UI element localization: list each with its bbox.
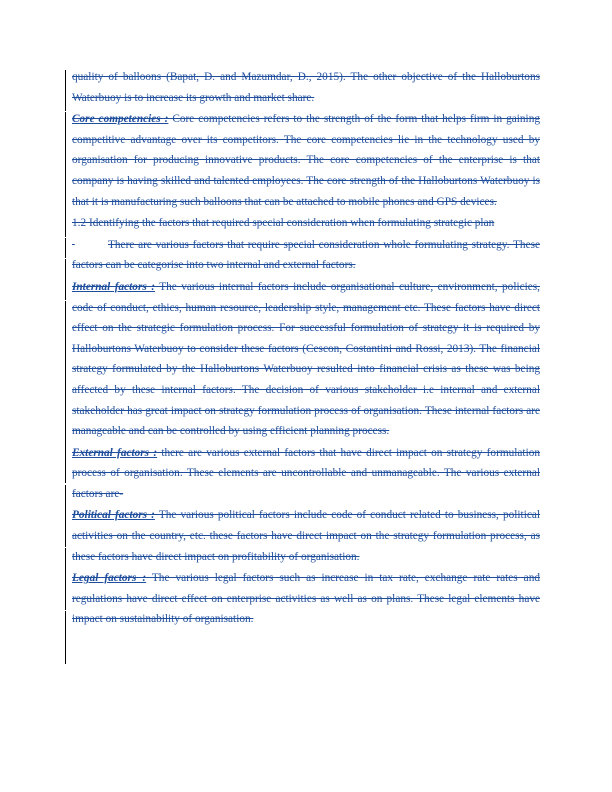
internal-factors-paragraph: [72, 277, 540, 442]
political-factors-text: The various political factors include code of conduct related to business, political activities on the country, etc. these factors have direct impact on the strategy formulation process, as these factors have direct impact on profitability of organisation.: [72, 509, 541, 563]
change-bar: [65, 485, 66, 547]
document-body: [72, 67, 540, 631]
political-factors-label: Political factors :: [72, 509, 155, 522]
objective-paragraph: quality of balloons (Bapat, D. and Mazumdar, D., 2015). The other objective of the Halloburtons Waterbuoy is to increase its growth and market share.: [72, 71, 540, 104]
internal-factors-text: The various internal factors include organisational culture, environment, policies, code of conduct, ethics, human resource, leadership style, management etc. These factors have direct effect on the strategic formulation process. For successful formulation of strategy it is required by Halloburtons Waterbuoy to consider these factors (Cescon, Costantini and Rossi, 2013). The financial strategy formulated by the Halloburtons Waterbuoy resulted into financial crisis as these was being affected by these internal factors. The decision of various stakeholder i.e internal and external stakeholder has great impact on strategy formulation process of organisation. These internal factors are manageable and can be controlled by using efficient planning process.: [72, 280, 540, 438]
section-heading: 1.2 Identifying the factors that required special consideration when formulating strategic plan: [72, 217, 495, 230]
change-bar: [65, 548, 66, 610]
core-competencies-text: Core competencies refers to the strength of the form that helps firm in gaining competitive advantage over its competitors. The core competencies lie in the technology used by organisation for producing innovative products. The core competencies of the enterprise is that company is having skilled and talented employees. The core strength of the Halloburtons Waterbuoy is that it is manufacturing such balloons that can be attached to mobile phones and GPS devices.: [72, 113, 540, 208]
legal-factors-text: The various legal factors such as increase in tax rate, exchange rate rates and regulations have direct effect on enterprise activities as well as on plans. These legal elements have impact on sustainability of organisation.: [72, 572, 540, 626]
legal-factors-paragraph: [72, 568, 540, 630]
core-competencies-paragraph: [72, 109, 540, 212]
factors-intro-text: There are various factors that require special consideration whole formulating strategy. These factors can be categorise into two internal and external factors.: [72, 238, 540, 272]
change-bar: [65, 611, 66, 664]
external-factors-paragraph: [72, 443, 540, 505]
factors-intro-paragraph: [72, 235, 540, 276]
internal-factors-label: Internal factors :: [72, 280, 155, 293]
paragraph-indent: [72, 235, 108, 256]
change-bar: [65, 112, 66, 237]
change-bar: [65, 259, 66, 300]
political-factors-paragraph: [72, 505, 540, 567]
change-bar: [65, 301, 66, 483]
change-bar: [65, 70, 66, 111]
legal-factors-label: Legal factors :: [72, 572, 147, 585]
change-bar: [65, 238, 66, 258]
core-competencies-label: Core competencies :: [72, 113, 169, 126]
external-factors-label: External factors :: [72, 446, 158, 459]
external-factors-text: there are various external factors that have direct impact on strategy formulation process of organisation. These elements are uncontrollable and unmanageable. The various external factors are-: [72, 446, 541, 500]
